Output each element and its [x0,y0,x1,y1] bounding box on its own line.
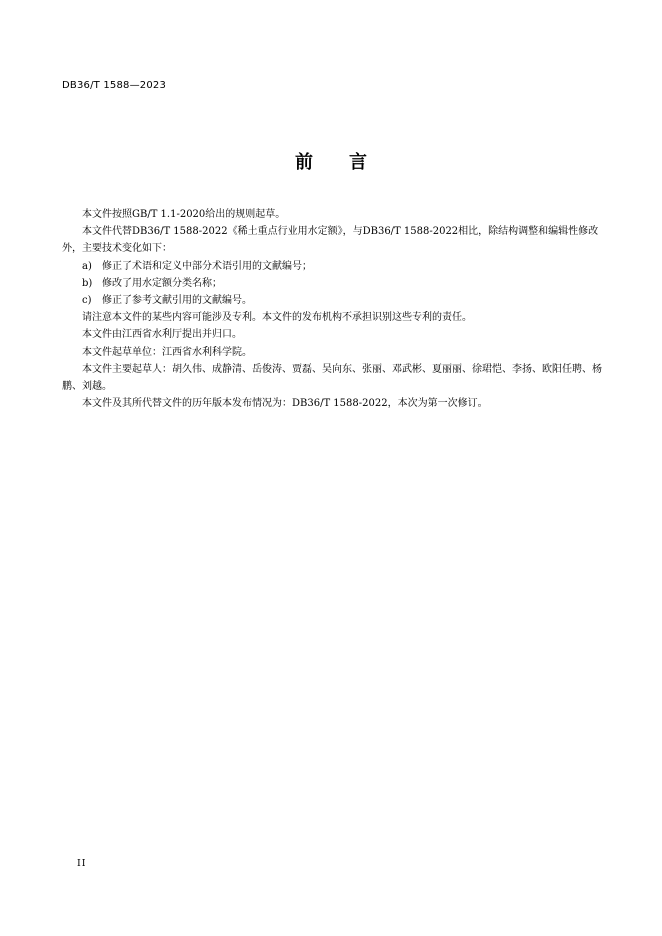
list-item [62,275,602,292]
title-char-1: 前 [295,152,313,173]
preface-body [62,206,602,412]
paragraph-patent-notice: 请注意本文件的某些内容可能涉及专利。本文件的发布机构不承担识别这些专利的责任。 [82,312,472,324]
title-char-2: 言 [349,152,367,173]
paragraph-drafting-rules: 本文件按照GB/T 1.1-2020给出的规则起草。 [82,209,286,220]
page-number: II [77,858,87,869]
list-marker: c) [82,295,92,307]
list-item-text: 修正了术语和定义中部分术语引用的文献编号； [102,260,312,272]
list-marker: b) [82,277,93,289]
list-item-text: 修正了参考文献引用的文献编号。 [102,295,252,307]
paragraph-drafters: 本文件主要起草人：胡久伟、成静清、岳俊涛、贾磊、吴向东、张丽、邓武彬、夏丽丽、徐珺恺、李扬、欧阳任聘、杨鹏、刘越。 [62,363,602,393]
list-item-text: 修改了用水定额分类名称； [102,277,222,289]
paragraph-proposer: 本文件由江西省水利厅提出并归口。 [82,329,242,341]
list-marker: a) [82,260,92,272]
paragraph-drafting-unit: 本文件起草单位：江西省水利科学院。 [82,346,252,358]
document-code: DB36/T 1588—2023 [62,80,167,91]
paragraph-replacement: 本文件代替DB36/T 1588-2022《稀土重点行业用水定额》，与DB36/T 1588-2022相比，除结构调整和编辑性修改外，主要技术变化如下： [62,226,599,255]
page-title [0,148,662,174]
list-item [62,292,602,309]
list-item [62,258,602,275]
paragraph-version-history: 本文件及其所代替文件的历年版本发布情况为：DB36/T 1588-2022，本次为第一次修订。 [82,398,488,410]
